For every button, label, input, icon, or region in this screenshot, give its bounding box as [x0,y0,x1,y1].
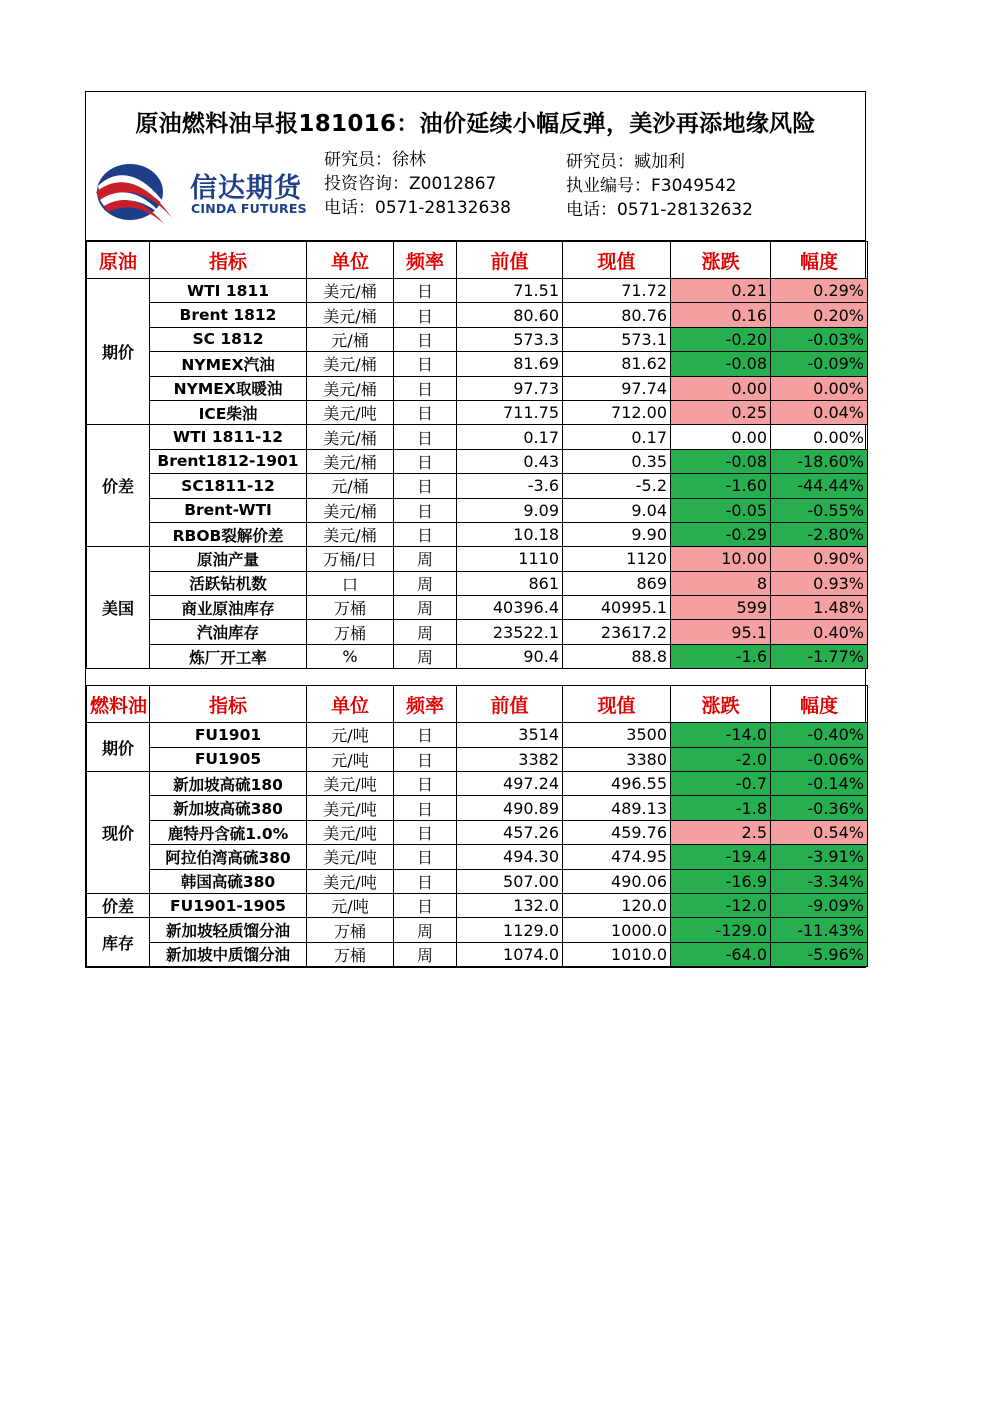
change-cell: -0.08 [671,449,771,473]
indicator-cell: 鹿特丹含硫1.0% [150,820,307,844]
current-value-cell: 0.17 [563,425,671,449]
indicator-cell: SC1811-12 [150,474,307,498]
change-cell: 0.00 [671,376,771,400]
current-value-cell: 489.13 [563,796,671,820]
table-row [87,279,868,303]
previous-value-cell: 1129.0 [457,918,563,942]
change-cell: -0.20 [671,327,771,351]
previous-value-cell: 3514 [457,723,563,747]
change-percent-cell: 0.90% [771,547,868,571]
category-cell: 美国 [87,547,150,669]
change-percent-cell: 0.00% [771,425,868,449]
previous-value-cell: 80.60 [457,303,563,327]
header-info [86,150,865,241]
category-cell: 现价 [87,772,150,894]
current-value-cell: -5.2 [563,474,671,498]
frequency-cell: 周 [394,942,457,966]
previous-value-cell: 9.09 [457,498,563,522]
table-row [87,820,868,844]
table-row [87,474,868,498]
frequency-cell: 日 [394,449,457,473]
change-cell: 10.00 [671,547,771,571]
change-percent-cell: -0.03% [771,327,868,351]
change-cell: -14.0 [671,723,771,747]
table-row [87,845,868,869]
column-header: 频率 [394,686,457,723]
column-header: 燃料油 [87,686,150,723]
table-row [87,893,868,917]
frequency-cell: 日 [394,400,457,424]
current-value-cell: 0.35 [563,449,671,473]
indicator-cell: Brent 1812 [150,303,307,327]
unit-cell: 美元/桶 [307,425,394,449]
column-header: 单位 [307,242,394,279]
contact-line: 电话：0571-28132638 [324,198,511,218]
frequency-cell: 日 [394,845,457,869]
category-cell: 库存 [87,918,150,967]
previous-value-cell: 132.0 [457,893,563,917]
column-header: 频率 [394,242,457,279]
change-cell: 2.5 [671,820,771,844]
column-header: 前值 [457,242,563,279]
frequency-cell: 日 [394,772,457,796]
change-percent-cell: 0.93% [771,571,868,595]
previous-value-cell: 81.69 [457,352,563,376]
table-header-row [87,686,868,723]
unit-cell: 美元/桶 [307,498,394,522]
current-value-cell: 1010.0 [563,942,671,966]
frequency-cell: 日 [394,522,457,546]
previous-value-cell: 71.51 [457,279,563,303]
frequency-cell: 日 [394,869,457,893]
unit-cell: 美元/桶 [307,522,394,546]
unit-cell: 元/吨 [307,747,394,771]
previous-value-cell: 861 [457,571,563,595]
frequency-cell: 周 [394,620,457,644]
table-row [87,425,868,449]
indicator-cell: 原油产量 [150,547,307,571]
category-cell: 价差 [87,425,150,547]
previous-value-cell: 3382 [457,747,563,771]
table-row [87,869,868,893]
table-row [87,547,868,571]
current-value-cell: 120.0 [563,893,671,917]
previous-value-cell: -3.6 [457,474,563,498]
change-percent-cell: -0.09% [771,352,868,376]
contact-line: 电话：0571-28132632 [566,200,753,220]
indicator-cell: Brent-WTI [150,498,307,522]
change-percent-cell: -5.96% [771,942,868,966]
contact-line: 投资咨询：Z0012867 [324,174,497,194]
change-cell: -0.29 [671,522,771,546]
frequency-cell: 周 [394,547,457,571]
column-header: 涨跌 [671,686,771,723]
unit-cell: 万桶 [307,596,394,620]
category-cell: 期价 [87,723,150,772]
indicator-cell: Brent1812-1901 [150,449,307,473]
previous-value-cell: 0.43 [457,449,563,473]
change-percent-cell: -3.91% [771,845,868,869]
current-value-cell: 71.72 [563,279,671,303]
unit-cell: 美元/吨 [307,772,394,796]
change-cell: -0.05 [671,498,771,522]
previous-value-cell: 97.73 [457,376,563,400]
unit-cell: 美元/吨 [307,869,394,893]
change-percent-cell: -11.43% [771,918,868,942]
change-cell: -19.4 [671,845,771,869]
frequency-cell: 日 [394,279,457,303]
column-header: 前值 [457,686,563,723]
current-value-cell: 712.00 [563,400,671,424]
current-value-cell: 88.8 [563,644,671,668]
unit-cell: 美元/吨 [307,400,394,424]
change-cell: -0.08 [671,352,771,376]
frequency-cell: 周 [394,644,457,668]
swoosh-logo-icon [94,160,174,224]
change-percent-cell: 0.29% [771,279,868,303]
previous-value-cell: 23522.1 [457,620,563,644]
previous-value-cell: 1110 [457,547,563,571]
indicator-cell: FU1905 [150,747,307,771]
indicator-cell: 新加坡高硫380 [150,796,307,820]
unit-cell: 美元/吨 [307,820,394,844]
column-header: 现值 [563,242,671,279]
frequency-cell: 日 [394,893,457,917]
table-row [87,400,868,424]
unit-cell: 口 [307,571,394,595]
report-title: 原油燃料油早报181016：油价延续小幅反弹，美沙再添地缘风险 [135,110,816,137]
previous-value-cell: 1074.0 [457,942,563,966]
change-cell: -2.0 [671,747,771,771]
frequency-cell: 日 [394,376,457,400]
previous-value-cell: 40396.4 [457,596,563,620]
frequency-cell: 周 [394,571,457,595]
table-row [87,449,868,473]
data-table [86,241,868,967]
change-percent-cell: -3.34% [771,869,868,893]
column-header: 指标 [150,686,307,723]
indicator-cell: 新加坡中质馏分油 [150,942,307,966]
unit-cell: 美元/桶 [307,279,394,303]
change-percent-cell: 0.00% [771,376,868,400]
current-value-cell: 40995.1 [563,596,671,620]
table-header-row [87,242,868,279]
table-row [87,303,868,327]
column-header: 涨跌 [671,242,771,279]
unit-cell: 美元/桶 [307,376,394,400]
contact-left [324,148,511,220]
current-value-cell: 496.55 [563,772,671,796]
table-row [87,596,868,620]
current-value-cell: 23617.2 [563,620,671,644]
change-cell: 0.16 [671,303,771,327]
change-cell: 95.1 [671,620,771,644]
contact-line: 执业编号：F3049542 [566,176,737,196]
current-value-cell: 3380 [563,747,671,771]
frequency-cell: 周 [394,918,457,942]
table-row [87,352,868,376]
column-header: 指标 [150,242,307,279]
indicator-cell: ICE柴油 [150,400,307,424]
change-percent-cell: -9.09% [771,893,868,917]
frequency-cell: 日 [394,498,457,522]
unit-cell: 万桶 [307,942,394,966]
previous-value-cell: 10.18 [457,522,563,546]
unit-cell: 美元/桶 [307,449,394,473]
company-logo [94,156,319,226]
indicator-cell: FU1901 [150,723,307,747]
indicator-cell: 炼厂开工率 [150,644,307,668]
logo-chinese-text: 信达期货 [190,173,302,204]
indicator-cell: RBOB裂解价差 [150,522,307,546]
table-row [87,796,868,820]
category-cell: 期价 [87,279,150,425]
table-row [87,571,868,595]
unit-cell: 万桶/日 [307,547,394,571]
column-header: 单位 [307,686,394,723]
change-percent-cell: 0.04% [771,400,868,424]
column-header: 原油 [87,242,150,279]
frequency-cell: 日 [394,425,457,449]
indicator-cell: NYMEX取暖油 [150,376,307,400]
current-value-cell: 459.76 [563,820,671,844]
table-row [87,918,868,942]
change-percent-cell: -2.80% [771,522,868,546]
change-cell: -1.6 [671,644,771,668]
previous-value-cell: 457.26 [457,820,563,844]
indicator-cell: 韩国高硫380 [150,869,307,893]
change-percent-cell: -44.44% [771,474,868,498]
current-value-cell: 1120 [563,547,671,571]
table-row [87,644,868,668]
change-cell: -129.0 [671,918,771,942]
change-cell: 0.25 [671,400,771,424]
unit-cell: 美元/吨 [307,796,394,820]
unit-cell: 美元/桶 [307,352,394,376]
unit-cell: 元/吨 [307,723,394,747]
change-cell: 0.21 [671,279,771,303]
unit-cell: 元/吨 [307,893,394,917]
section-spacer [87,669,868,686]
frequency-cell: 日 [394,352,457,376]
current-value-cell: 9.04 [563,498,671,522]
previous-value-cell: 490.89 [457,796,563,820]
change-percent-cell: -0.06% [771,747,868,771]
unit-cell: 美元/吨 [307,845,394,869]
unit-cell: 元/桶 [307,474,394,498]
indicator-cell: FU1901-1905 [150,893,307,917]
current-value-cell: 573.1 [563,327,671,351]
change-percent-cell: -0.40% [771,723,868,747]
table-row [87,522,868,546]
current-value-cell: 3500 [563,723,671,747]
change-cell: -16.9 [671,869,771,893]
indicator-cell: 商业原油库存 [150,596,307,620]
previous-value-cell: 711.75 [457,400,563,424]
change-cell: 599 [671,596,771,620]
current-value-cell: 474.95 [563,845,671,869]
report-sheet [85,91,866,968]
frequency-cell: 日 [394,474,457,498]
indicator-cell: 新加坡轻质馏分油 [150,918,307,942]
change-percent-cell: -0.36% [771,796,868,820]
indicator-cell: 活跃钻机数 [150,571,307,595]
spacer-cell [87,669,868,686]
table-row [87,620,868,644]
contact-line: 研究员：臧加利 [566,152,685,172]
change-cell: -0.7 [671,772,771,796]
previous-value-cell: 573.3 [457,327,563,351]
unit-cell: 万桶 [307,918,394,942]
change-cell: 0.00 [671,425,771,449]
change-percent-cell: 0.20% [771,303,868,327]
column-header: 幅度 [771,686,868,723]
column-header: 现值 [563,686,671,723]
current-value-cell: 97.74 [563,376,671,400]
frequency-cell: 周 [394,596,457,620]
change-cell: -1.8 [671,796,771,820]
indicator-cell: 汽油库存 [150,620,307,644]
logo-english-text: CINDA FUTURES [191,201,307,216]
change-cell: 8 [671,571,771,595]
change-cell: -64.0 [671,942,771,966]
previous-value-cell: 90.4 [457,644,563,668]
unit-cell: 元/桶 [307,327,394,351]
indicator-cell: WTI 1811-12 [150,425,307,449]
indicator-cell: WTI 1811 [150,279,307,303]
category-cell: 价差 [87,893,150,917]
previous-value-cell: 494.30 [457,845,563,869]
table-row [87,498,868,522]
change-cell: -1.60 [671,474,771,498]
table-row [87,723,868,747]
change-percent-cell: 0.40% [771,620,868,644]
contact-line: 研究员：徐林 [324,150,426,170]
frequency-cell: 日 [394,327,457,351]
contact-right [566,150,753,222]
change-percent-cell: -1.77% [771,644,868,668]
indicator-cell: SC 1812 [150,327,307,351]
frequency-cell: 日 [394,723,457,747]
change-percent-cell: -0.55% [771,498,868,522]
frequency-cell: 日 [394,820,457,844]
unit-cell: 美元/桶 [307,303,394,327]
table-row [87,942,868,966]
previous-value-cell: 0.17 [457,425,563,449]
frequency-cell: 日 [394,747,457,771]
current-value-cell: 490.06 [563,869,671,893]
current-value-cell: 80.76 [563,303,671,327]
table-row [87,772,868,796]
table-row [87,376,868,400]
current-value-cell: 9.90 [563,522,671,546]
table-row [87,747,868,771]
indicator-cell: 阿拉伯湾高硫380 [150,845,307,869]
change-percent-cell: 1.48% [771,596,868,620]
indicator-cell: NYMEX汽油 [150,352,307,376]
frequency-cell: 日 [394,303,457,327]
unit-cell: 万桶 [307,620,394,644]
change-percent-cell: -0.14% [771,772,868,796]
unit-cell: % [307,644,394,668]
current-value-cell: 869 [563,571,671,595]
change-percent-cell: -18.60% [771,449,868,473]
current-value-cell: 1000.0 [563,918,671,942]
indicator-cell: 新加坡高硫180 [150,772,307,796]
previous-value-cell: 507.00 [457,869,563,893]
table-row [87,327,868,351]
current-value-cell: 81.62 [563,352,671,376]
frequency-cell: 日 [394,796,457,820]
change-percent-cell: 0.54% [771,820,868,844]
previous-value-cell: 497.24 [457,772,563,796]
change-cell: -12.0 [671,893,771,917]
column-header: 幅度 [771,242,868,279]
